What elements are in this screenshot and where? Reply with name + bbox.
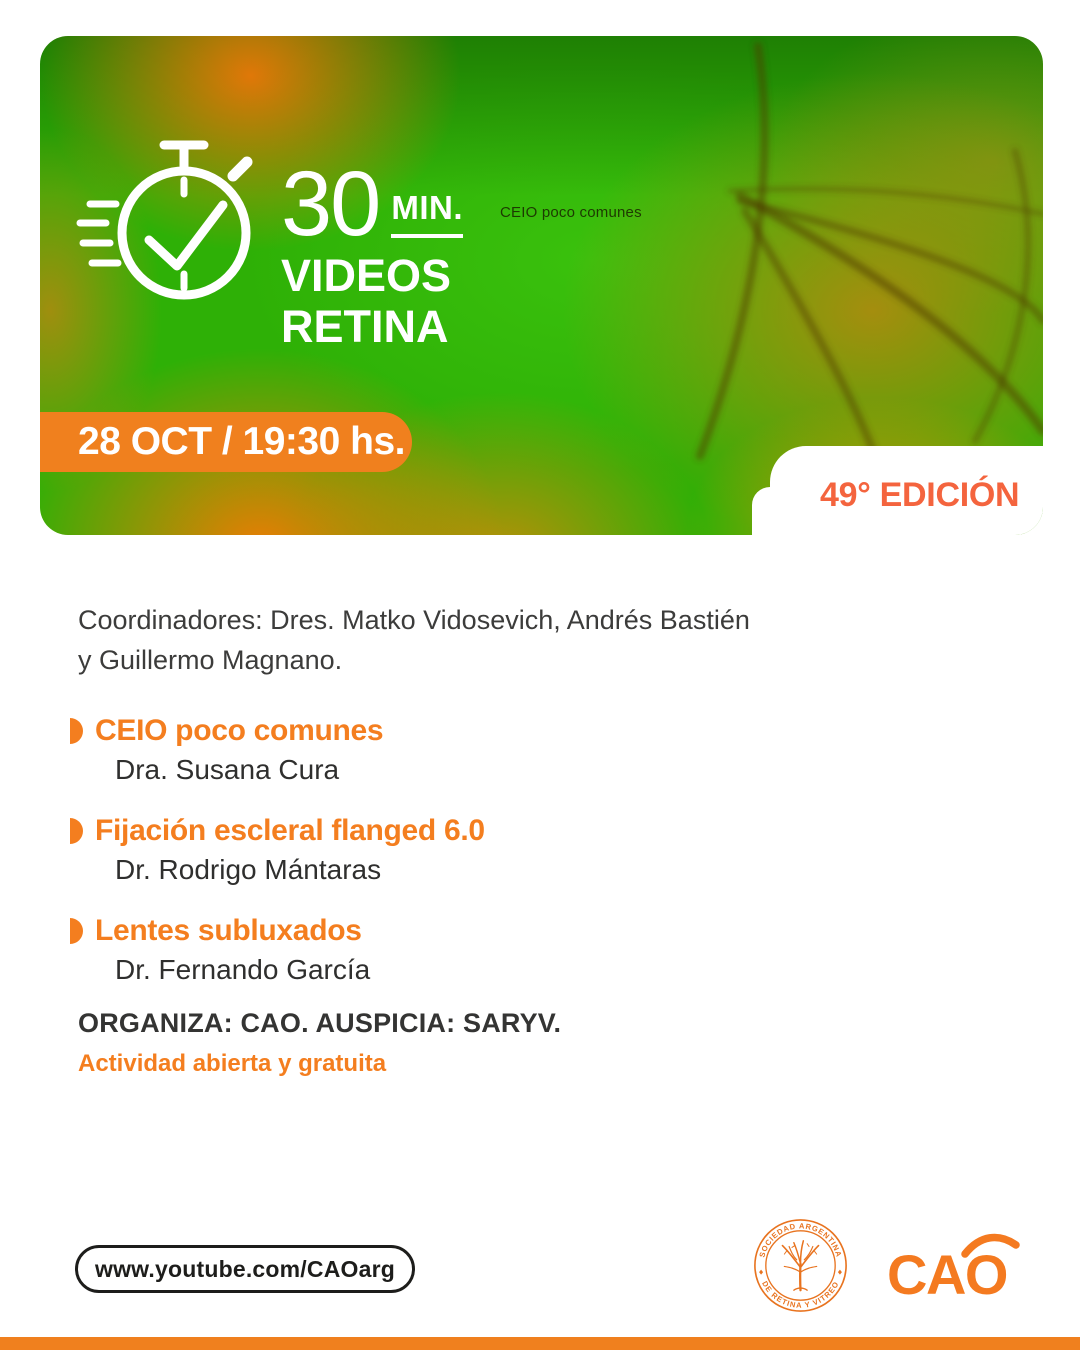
seal-top-text: SOCIEDAD ARGENTINA: [757, 1221, 844, 1259]
talk-title: CEIO poco comunes: [95, 714, 384, 747]
youtube-url-label: www.youtube.com/CAOarg: [94, 1255, 396, 1282]
edition-label: 49° EDICIÓN: [820, 476, 1020, 514]
bottom-orange-bar: [0, 1337, 1080, 1350]
half-circle-bullet-icon: [70, 918, 83, 944]
seal-bottom-text: DE RETINA Y VITREO: [760, 1279, 841, 1310]
talks-list: [70, 712, 485, 1012]
hero-overlay-caption: CEIO poco comunes: [500, 204, 642, 221]
coordinators-line-1: Coordinadores: Dres. Matko Vidosevich, Andrés Bastién: [78, 605, 750, 635]
logo-unit: MIN.: [391, 189, 463, 238]
coordinators-text: [78, 600, 750, 680]
seal-tree-icon: [782, 1241, 818, 1290]
talk-speaker: Dra. Susana Cura: [115, 754, 340, 785]
stopwatch-icon: [72, 132, 257, 317]
edition-notch: [770, 446, 1043, 535]
organizer-line: ORGANIZA: CAO. AUSPICIA: SARYV.: [78, 1008, 562, 1038]
youtube-link-button[interactable]: [75, 1245, 415, 1293]
half-circle-bullet-icon: [70, 818, 83, 844]
half-circle-bullet-icon: [70, 718, 83, 744]
talk-title: Lentes subluxados: [95, 914, 362, 947]
cao-logo: [885, 1230, 1020, 1305]
event-logo: [281, 153, 464, 352]
date-time-text: 28 OCT / 19:30 hs.: [78, 420, 405, 463]
list-item: [70, 812, 485, 890]
logo-line-retina: RETINA: [281, 300, 449, 352]
talk-speaker: Dr. Rodrigo Mántaras: [115, 854, 382, 885]
list-item: [70, 912, 485, 990]
talk-title: Fijación escleral flanged 6.0: [95, 814, 485, 847]
coordinators-line-2: y Guillermo Magnano.: [78, 645, 343, 675]
hero-retina-image: [40, 36, 1043, 535]
date-time-badge: [40, 412, 412, 472]
logo-number: 30: [281, 153, 380, 255]
cao-logo-text: CAO: [887, 1243, 1007, 1305]
logo-line-videos: VIDEOS: [281, 249, 452, 301]
free-activity-note: Actividad abierta y gratuita: [78, 1050, 387, 1077]
list-item: [70, 712, 485, 790]
talk-speaker: Dr. Fernando García: [115, 954, 371, 985]
sociedad-argentina-retina-vitreo-seal: [753, 1218, 848, 1313]
